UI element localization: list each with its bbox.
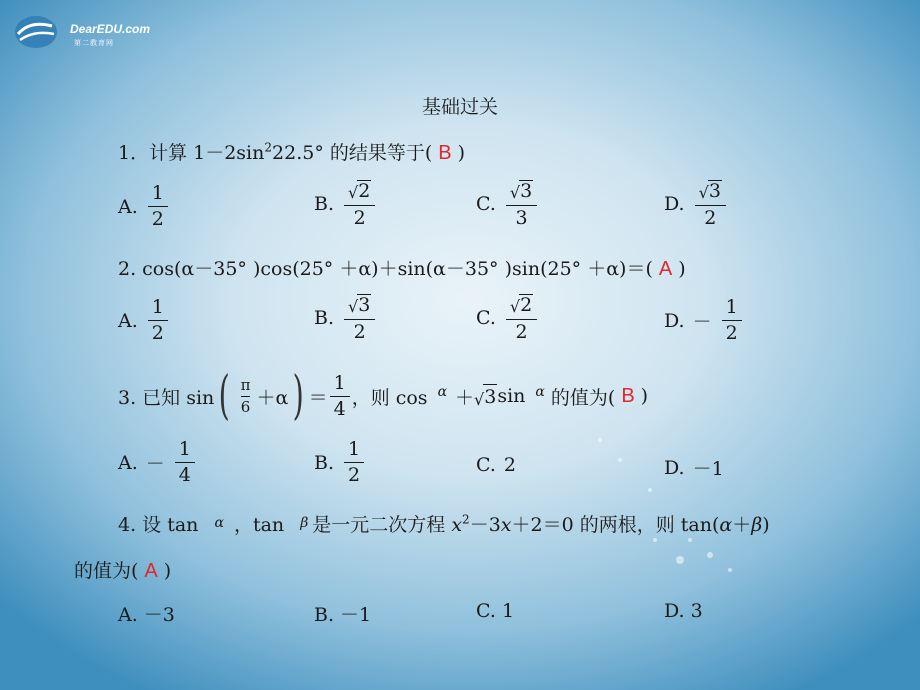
fraction [695, 180, 726, 228]
q4-text: －3 [469, 514, 501, 536]
question-1 [118, 138, 465, 165]
numerator [506, 180, 537, 206]
q4-sup: 2 [462, 512, 470, 527]
q3-option-d[interactable] [664, 454, 724, 481]
sqrt-icon: √ [698, 183, 709, 202]
numerator: 1 [148, 184, 168, 207]
option-text: － [145, 453, 165, 475]
sqrt-icon: √ [348, 297, 359, 316]
q3-close: ) [640, 385, 649, 407]
q3-option-c[interactable] [476, 454, 516, 476]
q1-option-c[interactable] [476, 180, 539, 228]
numerator: 1 [175, 440, 195, 463]
fraction [722, 298, 742, 343]
numerator: 1 [148, 298, 168, 321]
numerator [695, 180, 726, 206]
q4-answer: A [144, 560, 158, 582]
alpha-symbol: α [535, 384, 545, 400]
denominator: 2 [151, 208, 164, 230]
q4-text: ＋2＝0 的两根，则 tan( [511, 514, 720, 536]
fraction [148, 184, 168, 229]
q3-plus-alpha: ＋α [256, 386, 289, 409]
radicand: 3 [520, 180, 533, 202]
denominator: 2 [151, 322, 164, 344]
q2-option-a[interactable] [118, 298, 170, 343]
q1-close: ) [457, 142, 466, 164]
numerator: π [240, 375, 251, 394]
fraction [506, 294, 537, 342]
q2-option-c[interactable] [476, 294, 539, 342]
fraction [344, 440, 364, 485]
radicand: 2 [358, 180, 371, 202]
question-3 [118, 366, 649, 426]
logo-subtitle: 第二教育网 [74, 40, 114, 47]
q1-answer: B [438, 142, 452, 164]
q1-rest: 22.5° 的结果等于( [272, 142, 433, 164]
radicand: 3 [358, 294, 371, 316]
q1-sup: 2 [264, 140, 273, 155]
beta-symbol: β [300, 515, 309, 531]
right-paren: ) [292, 366, 305, 426]
option-label: B. [314, 451, 335, 474]
q3-option-a[interactable] [118, 440, 197, 485]
q1-option-d[interactable] [664, 180, 728, 228]
q2-answer: A [658, 258, 673, 280]
denominator: 2 [704, 207, 717, 229]
q3-sin: sin [497, 385, 526, 407]
denominator: 3 [515, 207, 528, 229]
option-label: C. [476, 307, 496, 329]
q3-then: ，则 cos [351, 386, 428, 409]
q4-text: ) [762, 514, 770, 536]
left-paren: ( [218, 366, 231, 426]
option-label: A. [118, 451, 138, 474]
numerator [344, 180, 375, 206]
fraction [506, 180, 537, 228]
q4-option-d[interactable]: D. 3 [664, 600, 703, 622]
q3-option-b[interactable] [314, 440, 366, 485]
denominator: 2 [353, 207, 366, 229]
q4-text: 4. 设 tan [118, 514, 199, 536]
q2-option-b[interactable] [314, 294, 377, 342]
q2-option-d[interactable] [664, 298, 744, 343]
q4-option-b[interactable]: B. －1 [314, 604, 372, 626]
option-label: D. [664, 193, 685, 215]
fraction [148, 298, 168, 343]
alpha-symbol: α [214, 515, 224, 531]
option-label: A. [118, 195, 138, 218]
plus: ＋ [455, 386, 475, 409]
q4-text: ，tan [233, 514, 285, 536]
fraction [175, 440, 195, 485]
fraction [330, 371, 350, 420]
numerator: 1 [330, 374, 350, 397]
q3-lead: 3. 已知 sin [118, 386, 215, 409]
q1-option-b[interactable] [314, 180, 377, 228]
numerator: 1 [344, 440, 364, 463]
fraction [237, 375, 255, 416]
logo-swirl-icon [12, 10, 62, 54]
option-label: C. [476, 193, 496, 215]
equals: ＝ [308, 386, 328, 409]
option-label: B. [314, 307, 335, 329]
sqrt-icon: √ [509, 183, 521, 202]
fraction [344, 294, 375, 342]
radicand: 2 [520, 294, 533, 316]
option-label: A. [118, 309, 138, 332]
q1-option-a[interactable] [118, 184, 170, 229]
question-4-line-2 [74, 556, 171, 583]
winter-watermark-decoration [560, 420, 763, 590]
numerator [506, 294, 537, 320]
q1-prefix: 1．计算 1－2sin [118, 142, 265, 164]
logo-text: DearEDU.com [70, 22, 151, 36]
denominator: 2 [515, 321, 528, 343]
q4-close: ) [163, 560, 172, 582]
option-label: D. [664, 309, 685, 332]
numerator [344, 294, 375, 320]
q4-option-c[interactable]: C. 1 [476, 600, 515, 622]
q2-close: ) [678, 258, 686, 280]
sqrt-icon: √ [348, 183, 359, 202]
denominator: 4 [178, 464, 191, 486]
option-label: B. [314, 193, 335, 215]
x-variable: x [500, 514, 512, 536]
q4-text: ＋ [732, 514, 752, 536]
x-variable: x [451, 514, 463, 536]
radicand: 3 [484, 386, 497, 408]
question-4-line-1 [118, 510, 770, 537]
q2-text: 2. cos(α－35° )cos(25° ＋α)＋sin(α－35° )sin(25° ＋α)＝( [118, 258, 653, 280]
numerator: 1 [722, 298, 742, 321]
option-text: －1 [692, 458, 724, 480]
sqrt-icon: √ [474, 390, 485, 409]
q4-text: 的值为( [74, 560, 139, 582]
alpha-symbol: α [719, 514, 733, 536]
q4-option-a[interactable]: A. －3 [118, 604, 175, 626]
fraction [344, 180, 375, 228]
q4-text: 是一元二次方程 [312, 514, 452, 536]
alpha-symbol: α [437, 384, 448, 400]
option-label: C. [476, 454, 496, 476]
beta-symbol: β [751, 514, 763, 536]
question-2 [118, 254, 686, 281]
site-logo [12, 10, 151, 54]
denominator: 2 [348, 464, 361, 486]
denominator: 6 [240, 397, 251, 416]
option-label: D. [664, 456, 685, 479]
q3-tail: 的值为( [550, 386, 616, 409]
section-title: 基础过关 [421, 96, 498, 118]
denominator: 4 [333, 397, 346, 420]
denominator: 2 [725, 322, 738, 344]
option-text: 2 [503, 454, 516, 476]
radicand: 3 [708, 180, 721, 202]
q3-answer: B [621, 384, 635, 407]
sqrt [474, 384, 497, 408]
minus-sign: － [692, 311, 712, 333]
denominator: 2 [353, 321, 366, 343]
sqrt-icon: √ [509, 297, 521, 316]
